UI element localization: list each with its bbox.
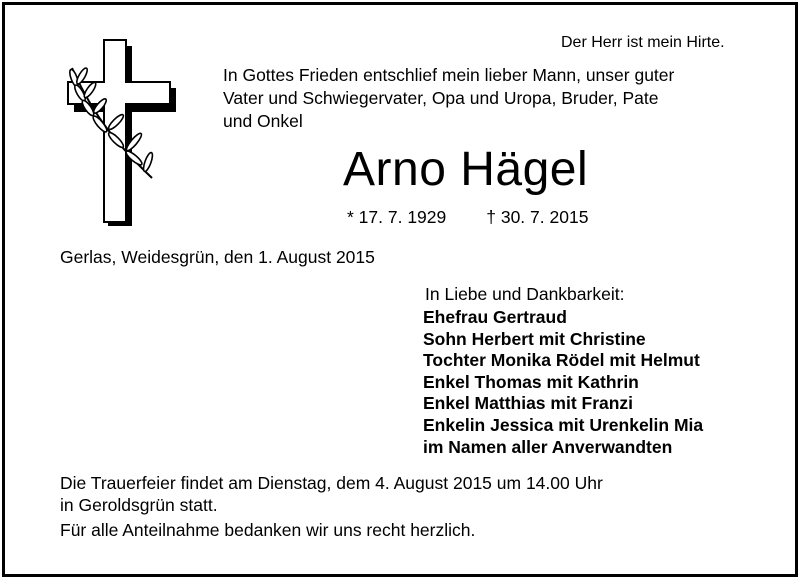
death-date: † 30. 7. 2015 <box>486 207 589 227</box>
deceased-name: Arno Hägel <box>343 143 589 196</box>
intro-text <box>223 64 753 133</box>
funeral-service-info <box>60 472 603 516</box>
family-member: Enkel Matthias mit Franzi <box>423 393 634 414</box>
intro-line: und Onkel <box>223 111 303 131</box>
family-member: Sohn Herbert mit Christine <box>423 328 646 349</box>
intro-line: Vater und Schwiegervater, Opa und Uropa, Bruder, Pate <box>223 88 659 108</box>
closing-thanks: Für alle Anteilnahme bedanken wir uns recht herzlich. <box>60 520 476 540</box>
thanks-heading: In Liebe und Dankbarkeit: <box>425 284 625 304</box>
family-member: im Namen aller Anverwandten <box>423 436 673 457</box>
intro-line: In Gottes Frieden entschlief mein lieber Mann, unser guter <box>223 65 675 85</box>
family-member: Enkelin Jessica mit Urenkelin Mia <box>423 414 704 435</box>
family-member: Tochter Monika Rödel mit Helmut <box>423 350 700 371</box>
service-line: Die Trauerfeier findet am Dienstag, dem 4. August 2015 um 14.00 Uhr <box>60 473 603 493</box>
birth-date: * 17. 7. 1929 <box>347 207 447 227</box>
place-and-date: Gerlas, Weidesgrün, den 1. August 2015 <box>60 247 375 267</box>
cross-with-palm-branch-icon <box>60 38 190 228</box>
motto: Der Herr ist mein Hirte. <box>561 34 725 51</box>
family-member: Enkel Thomas mit Kathrin <box>423 371 639 392</box>
family-member: Ehefrau Gertraud <box>423 307 567 327</box>
family-list <box>423 307 703 458</box>
service-line: in Geroldsgrün statt. <box>60 495 218 515</box>
life-dates <box>347 207 588 228</box>
